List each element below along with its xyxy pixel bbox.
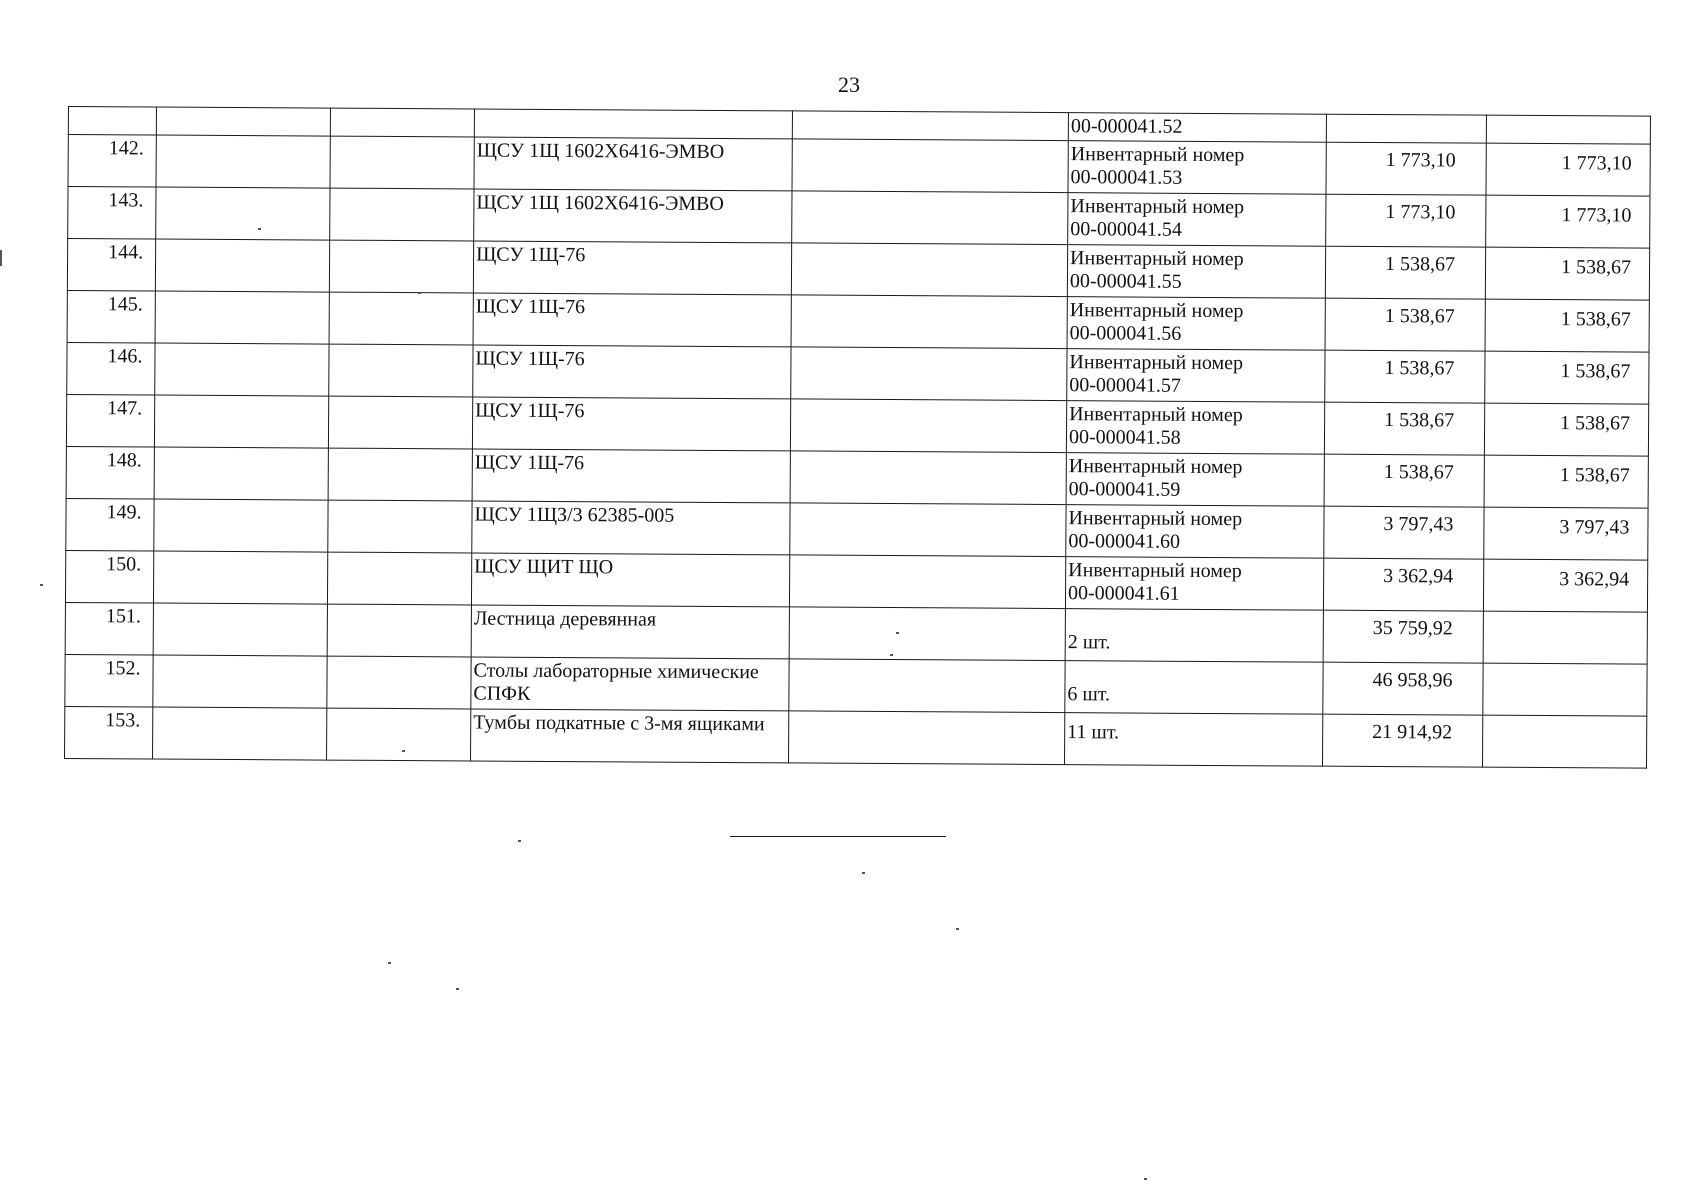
table-row <box>67 239 1649 301</box>
inventory-cell <box>1068 193 1326 247</box>
table-cell <box>156 135 330 188</box>
inventory-code: 00-000041.59 <box>1068 478 1181 501</box>
inventory-cell <box>1065 557 1323 611</box>
price-cell: 46 958,96 <box>1323 662 1483 715</box>
total-cell <box>1482 715 1646 768</box>
scan-speck <box>402 750 405 752</box>
table-cell <box>154 395 328 448</box>
scan-speck <box>518 840 521 842</box>
table-cell <box>155 343 329 396</box>
inventory-label: Инвентарный номер <box>1069 299 1244 323</box>
total-cell: 1 773,10 <box>1486 195 1650 248</box>
item-name-cell: Столы лабораторные химические СПФК <box>471 657 789 711</box>
inventory-label: Инвентарный номер <box>1070 247 1244 271</box>
item-name-cell: ЩСУ 1Щ-76 <box>472 449 790 503</box>
inventory-label: Инвентарный номер <box>1068 559 1242 583</box>
inventory-label: Инвентарный номер <box>1068 507 1243 531</box>
table-row <box>68 135 1650 197</box>
scan-speck <box>956 928 959 930</box>
inventory-cell <box>1066 401 1324 455</box>
table-cell <box>154 499 328 552</box>
row-number-cell: 144. <box>67 239 155 292</box>
table-cell <box>327 604 471 657</box>
table-cell <box>154 447 328 500</box>
item-name-cell: Тумбы подкатные с 3-мя ящиками <box>471 709 789 763</box>
price-cell: 1 773,10 <box>1326 194 1486 247</box>
inventory-code-cell: 00-000041.52 <box>1068 113 1326 143</box>
page-number: 23 <box>838 72 860 97</box>
inventory-cell <box>1067 245 1325 299</box>
inventory-cell <box>1065 661 1323 715</box>
row-number-cell: 153. <box>65 706 153 759</box>
table-cell <box>791 347 1067 401</box>
row-number-cell: 150. <box>65 550 153 603</box>
table-cell <box>330 188 474 241</box>
price-cell: 3 797,43 <box>1324 506 1484 559</box>
inventory-cell <box>1066 453 1324 507</box>
price-cell: 3 362,94 <box>1323 558 1483 611</box>
table-cell <box>329 240 473 293</box>
table-cell <box>791 243 1067 297</box>
table-row <box>67 290 1649 352</box>
table-cell <box>792 191 1068 245</box>
total-cell: 1 538,67 <box>1484 403 1648 456</box>
inventory-label: Инвентарный номер <box>1070 143 1245 167</box>
inventory-code: 00-000041.53 <box>1070 166 1183 189</box>
row-number-cell: 149. <box>66 498 154 551</box>
inventory-cell <box>1066 505 1324 559</box>
table-body <box>65 107 1651 769</box>
scan-speck <box>456 988 459 990</box>
table-cell <box>789 659 1065 713</box>
item-name-cell: ЩСУ 1Щ-76 <box>472 397 790 451</box>
scan-speck <box>862 872 865 874</box>
inventory-code: 00-000041.60 <box>1068 530 1181 553</box>
table-cell <box>327 552 471 605</box>
quantity: 11 шт. <box>1067 721 1120 744</box>
inventory-cell <box>1067 297 1325 351</box>
row-number-cell: 151. <box>65 602 153 655</box>
inventory-code: 00-000041.58 <box>1068 426 1181 449</box>
total-cell <box>1483 663 1647 716</box>
table-row <box>65 706 1647 768</box>
quantity: 6 шт. <box>1067 683 1111 706</box>
table-cell <box>155 291 329 344</box>
price-cell: 21 914,92 <box>1322 714 1482 767</box>
table-cell <box>330 136 474 189</box>
item-name-cell: Лестница деревянная <box>471 605 789 659</box>
total-cell: 3 362,94 <box>1483 559 1647 612</box>
total-cell <box>1483 611 1647 664</box>
price-cell: 1 773,10 <box>1326 142 1486 195</box>
item-name-cell: ЩСУ 1Щ-76 <box>473 241 791 295</box>
price-cell: 1 538,67 <box>1325 246 1485 299</box>
table-cell <box>789 607 1065 661</box>
row-number-cell: 145. <box>67 290 155 343</box>
price-cell: 35 759,92 <box>1323 610 1483 663</box>
inventory-code: 00-000041.55 <box>1069 270 1182 293</box>
inventory-label: Инвентарный номер <box>1068 455 1243 479</box>
scan-speck <box>890 654 893 656</box>
inventory-cell <box>1064 713 1322 767</box>
total-cell: 3 797,43 <box>1484 507 1648 560</box>
price-cell: 1 538,67 <box>1324 454 1484 507</box>
row-number-cell: 147. <box>66 394 154 447</box>
item-name-cell: ЩСУ ЩИТ ЩО <box>471 553 789 607</box>
price-cell: 1 538,67 <box>1325 350 1485 403</box>
total-cell: 1 538,67 <box>1484 455 1648 508</box>
inventory-code: 00-000041.57 <box>1069 374 1182 397</box>
row-number-cell: 146. <box>67 342 155 395</box>
table-cell <box>329 292 473 345</box>
scan-speck <box>388 962 391 964</box>
table-row <box>65 550 1647 612</box>
table-row <box>67 342 1649 404</box>
scan-speck <box>258 228 261 230</box>
inventory-code: 00-000041.54 <box>1070 218 1183 241</box>
inventory-code: 00-000041.61 <box>1067 582 1180 605</box>
scan-speck <box>40 584 43 586</box>
item-name-cell: ЩСУ 1Щ 1602Х6416-ЭМВО <box>474 189 792 243</box>
table-cell <box>328 396 472 449</box>
item-name-cell: ЩСУ 1Щ-76 <box>473 345 791 399</box>
table-cell <box>330 108 474 137</box>
table-cell <box>153 707 327 760</box>
scan-speck <box>896 632 899 634</box>
row-number-cell: 142. <box>68 135 156 188</box>
scan-speck <box>1144 1178 1147 1180</box>
table-cell <box>328 448 472 501</box>
total-cell: 1 538,67 <box>1485 351 1649 404</box>
table-cell <box>156 107 330 136</box>
item-name-cell: ЩСУ 1ЩЗ/3 62385-005 <box>472 501 790 555</box>
table-cell <box>155 239 329 292</box>
row-number-cell: 143. <box>68 187 156 240</box>
table-cell <box>153 551 327 604</box>
table-cell <box>474 109 792 139</box>
table-cell <box>153 655 327 708</box>
table-cell <box>792 139 1068 193</box>
table-cell <box>156 187 330 240</box>
table-cell <box>327 656 471 709</box>
table-cell <box>328 500 472 553</box>
scan-speck <box>418 292 421 294</box>
table-cell <box>792 111 1068 141</box>
table-row <box>66 394 1648 456</box>
row-number-cell: 152. <box>65 654 153 707</box>
footer-rule <box>730 836 946 837</box>
table-row <box>66 446 1648 508</box>
table-cell <box>1486 115 1650 144</box>
table-row <box>66 498 1648 560</box>
row-number-cell: 148. <box>66 446 154 499</box>
table-cell <box>789 711 1065 765</box>
table-row <box>65 602 1647 664</box>
table-cell <box>1326 114 1486 143</box>
inventory-label: Инвентарный номер <box>1070 195 1245 219</box>
table-cell <box>68 107 156 136</box>
total-cell: 1 773,10 <box>1486 143 1650 196</box>
inventory-label: Инвентарный номер <box>1069 403 1243 427</box>
price-cell: 1 538,67 <box>1324 402 1484 455</box>
total-cell: 1 538,67 <box>1485 299 1649 352</box>
inventory-cell <box>1065 609 1323 663</box>
inventory-cell <box>1068 141 1326 195</box>
table-cell <box>789 555 1065 609</box>
table-cell <box>327 708 471 761</box>
scan-speck <box>0 250 2 266</box>
table-cell <box>791 295 1067 349</box>
table-cell <box>790 451 1066 505</box>
inventory-code: 00-000041.56 <box>1069 322 1182 345</box>
table-cell <box>790 503 1066 557</box>
price-cell: 1 538,67 <box>1325 298 1485 351</box>
inventory-label: Инвентарный номер <box>1069 351 1244 375</box>
table-cell <box>329 344 473 397</box>
item-name-cell: ЩСУ 1Щ 1602Х6416-ЭМВО <box>474 137 792 191</box>
table-cell <box>153 603 327 656</box>
table-row <box>65 654 1647 716</box>
inventory-cell <box>1067 349 1325 403</box>
table-row <box>68 187 1650 249</box>
item-name-cell: ЩСУ 1Щ-76 <box>473 293 791 347</box>
total-cell: 1 538,67 <box>1485 247 1649 300</box>
table-cell <box>790 399 1066 453</box>
quantity: 2 шт. <box>1067 631 1111 654</box>
inventory-table <box>64 106 1651 769</box>
